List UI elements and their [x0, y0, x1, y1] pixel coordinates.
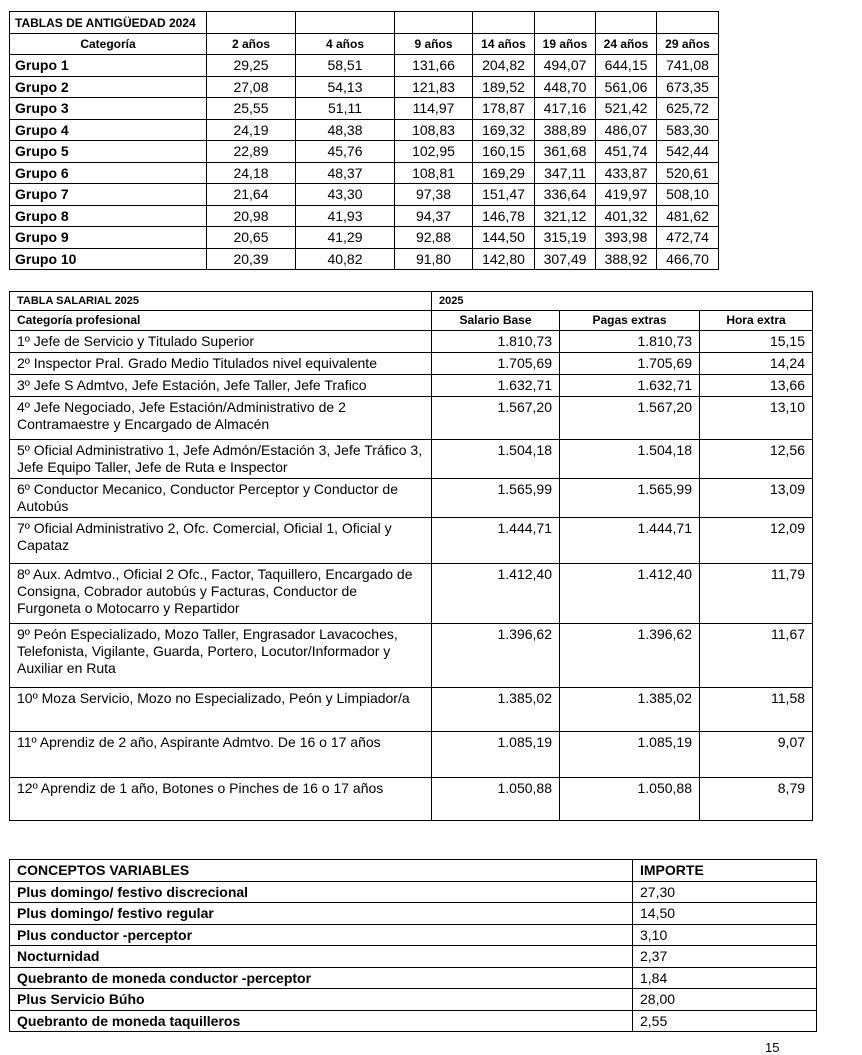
- table-cell: 417,16: [535, 98, 596, 120]
- table-cell: 114,97: [395, 98, 473, 120]
- table-cell: 1.567,20: [432, 397, 560, 440]
- amount-cell: 14,50: [633, 903, 817, 925]
- table-cell: 27,08: [207, 76, 296, 98]
- category-label: 4º Jefe Negociado, Jefe Estación/Administrativo de 2 Contramaestre y Encargado de Almacén: [10, 397, 432, 440]
- conceptos-table: [9, 859, 817, 1032]
- table-row: [10, 967, 817, 989]
- table-cell: 12,56: [700, 440, 813, 479]
- table-cell: 1.632,71: [560, 375, 700, 397]
- concept-label: Quebranto de moneda conductor -perceptor: [10, 967, 633, 989]
- table-row: [10, 98, 719, 120]
- table-cell: 1.085,19: [432, 732, 560, 778]
- table-row: [10, 688, 813, 732]
- salarial-year: 2025: [432, 292, 813, 311]
- table-cell: 1.810,73: [432, 331, 560, 353]
- antiguedad-title-row: [10, 12, 719, 34]
- table-cell: 24,18: [207, 162, 296, 184]
- table-cell: 108,83: [395, 119, 473, 141]
- table-row: [10, 624, 813, 688]
- table-cell: 1.705,69: [432, 353, 560, 375]
- group-label: Grupo 2: [10, 76, 207, 98]
- concept-label: Plus domingo/ festivo discrecional: [10, 881, 633, 903]
- table-cell: 151,47: [473, 184, 535, 206]
- table-cell: 451,74: [596, 141, 657, 163]
- category-label: 10º Moza Servicio, Mozo no Especializado, Peón y Limpiador/a: [10, 688, 432, 732]
- table-cell: 1.444,71: [560, 518, 700, 564]
- column-header: IMPORTE: [633, 860, 817, 882]
- table-cell: 1.396,62: [560, 624, 700, 688]
- column-header: Salario Base: [432, 311, 560, 331]
- column-header: 9 años: [395, 34, 473, 55]
- amount-cell: 2,37: [633, 946, 817, 968]
- table-cell: 481,62: [657, 205, 719, 227]
- table-cell: 433,87: [596, 162, 657, 184]
- table-cell: 108,81: [395, 162, 473, 184]
- amount-cell: 2,55: [633, 1010, 817, 1032]
- table-cell: 1.396,62: [432, 624, 560, 688]
- table-cell: 448,70: [535, 76, 596, 98]
- table-cell: 1.810,73: [560, 331, 700, 353]
- concept-label: Plus Servicio Búho: [10, 989, 633, 1011]
- table-cell: 1.504,18: [432, 440, 560, 479]
- table-cell: 131,66: [395, 55, 473, 77]
- table-row: [10, 353, 813, 375]
- table-cell: 45,76: [296, 141, 395, 163]
- antiguedad-title: TABLAS DE ANTIGÜEDAD 2024: [10, 12, 207, 34]
- table-cell: 741,08: [657, 55, 719, 77]
- table-row: [10, 989, 817, 1011]
- group-label: Grupo 8: [10, 205, 207, 227]
- table-cell: 144,50: [473, 227, 535, 249]
- table-row: [10, 162, 719, 184]
- table-cell: 494,07: [535, 55, 596, 77]
- category-label: 2º Inspector Pral. Grado Medio Titulados nivel equivalente: [10, 353, 432, 375]
- table-cell: 508,10: [657, 184, 719, 206]
- column-header: Categoría: [10, 34, 207, 55]
- table-cell: 347,11: [535, 162, 596, 184]
- group-label: Grupo 5: [10, 141, 207, 163]
- table-cell: 15,15: [700, 331, 813, 353]
- table-cell: 393,98: [596, 227, 657, 249]
- table-cell: 11,58: [700, 688, 813, 732]
- amount-cell: 28,00: [633, 989, 817, 1011]
- table-cell: 388,89: [535, 119, 596, 141]
- table-cell: 54,13: [296, 76, 395, 98]
- table-cell: 13,09: [700, 479, 813, 518]
- column-header: CONCEPTOS VARIABLES: [10, 860, 633, 882]
- table-row: [10, 564, 813, 624]
- table-cell: 22,89: [207, 141, 296, 163]
- amount-cell: 27,30: [633, 881, 817, 903]
- concept-label: Nocturnidad: [10, 946, 633, 968]
- column-header: Categoría profesional: [10, 311, 432, 331]
- table-cell: 11,79: [700, 564, 813, 624]
- table-cell: 361,68: [535, 141, 596, 163]
- table-cell: 160,15: [473, 141, 535, 163]
- column-header: 19 años: [535, 34, 596, 55]
- table-cell: 521,42: [596, 98, 657, 120]
- table-cell: 561,06: [596, 76, 657, 98]
- table-cell: 97,38: [395, 184, 473, 206]
- table-cell: 20,39: [207, 248, 296, 270]
- table-cell: 336,64: [535, 184, 596, 206]
- category-label: 12º Aprendiz de 1 año, Botones o Pinches de 16 o 17 años: [10, 778, 432, 821]
- table-row: [10, 375, 813, 397]
- table-row: [10, 184, 719, 206]
- table-row: [10, 881, 817, 903]
- table-cell: 51,11: [296, 98, 395, 120]
- table-cell: 58,51: [296, 55, 395, 77]
- table-cell: 401,32: [596, 205, 657, 227]
- table-cell: 40,82: [296, 248, 395, 270]
- table-cell: 178,87: [473, 98, 535, 120]
- table-cell: 625,72: [657, 98, 719, 120]
- table-cell: 1.632,71: [432, 375, 560, 397]
- column-header: 4 años: [296, 34, 395, 55]
- table-cell: 315,19: [535, 227, 596, 249]
- table-row: [10, 248, 719, 270]
- table-row: [10, 778, 813, 821]
- table-row: [10, 903, 817, 925]
- salarial-header-row: [10, 311, 813, 331]
- table-cell: 466,70: [657, 248, 719, 270]
- table-row: [10, 946, 817, 968]
- table-cell: 8,79: [700, 778, 813, 821]
- table-cell: 204,82: [473, 55, 535, 77]
- group-label: Grupo 10: [10, 248, 207, 270]
- table-cell: 25,55: [207, 98, 296, 120]
- table-cell: 1.050,88: [560, 778, 700, 821]
- conceptos-header-row: [10, 860, 817, 882]
- table-cell: 169,29: [473, 162, 535, 184]
- page-number: 15: [765, 1040, 780, 1055]
- table-cell: 41,93: [296, 205, 395, 227]
- table-cell: 1.385,02: [432, 688, 560, 732]
- table-cell: 43,30: [296, 184, 395, 206]
- table-row: [10, 1010, 817, 1032]
- table-row: [10, 440, 813, 479]
- category-label: 5º Oficial Administrativo 1, Jefe Admón/Estación 3, Jefe Tráfico 3, Jefe Equipo Taller, Jefe de Ruta e Inspector: [10, 440, 432, 479]
- table-row: [10, 119, 719, 141]
- table-cell: 486,07: [596, 119, 657, 141]
- table-row: [10, 227, 719, 249]
- table-cell: 321,12: [535, 205, 596, 227]
- table-cell: 48,37: [296, 162, 395, 184]
- table-cell: 92,88: [395, 227, 473, 249]
- table-cell: 1.504,18: [560, 440, 700, 479]
- table-cell: 419,97: [596, 184, 657, 206]
- table-cell: 24,19: [207, 119, 296, 141]
- table-row: [10, 76, 719, 98]
- group-label: Grupo 9: [10, 227, 207, 249]
- table-row: [10, 924, 817, 946]
- table-cell: 14,24: [700, 353, 813, 375]
- table-row: [10, 732, 813, 778]
- table-cell: 21,64: [207, 184, 296, 206]
- table-cell: 307,49: [535, 248, 596, 270]
- table-cell: 1.050,88: [432, 778, 560, 821]
- table-cell: 1.444,71: [432, 518, 560, 564]
- column-header: 2 años: [207, 34, 296, 55]
- category-label: 8º Aux. Admtvo., Oficial 2 Ofc., Factor, Taquillero, Encargado de Consigna, Cobrador autobús y Facturas, Conductor de Furgoneta o Motocarro y Repartidor: [10, 564, 432, 624]
- table-cell: 1.385,02: [560, 688, 700, 732]
- table-cell: 644,15: [596, 55, 657, 77]
- table-cell: 673,35: [657, 76, 719, 98]
- table-row: [10, 205, 719, 227]
- concept-label: Plus domingo/ festivo regular: [10, 903, 633, 925]
- table-row: [10, 518, 813, 564]
- antiguedad-header-row: [10, 34, 719, 55]
- category-label: 3º Jefe S Admtvo, Jefe Estación, Jefe Taller, Jefe Trafico: [10, 375, 432, 397]
- table-cell: 520,61: [657, 162, 719, 184]
- table-cell: 1.565,99: [432, 479, 560, 518]
- table-cell: 189,52: [473, 76, 535, 98]
- category-label: 7º Oficial Administrativo 2, Ofc. Comercial, Oficial 1, Oficial y Capataz: [10, 518, 432, 564]
- group-label: Grupo 3: [10, 98, 207, 120]
- table-cell: 472,74: [657, 227, 719, 249]
- table-cell: 1.705,69: [560, 353, 700, 375]
- group-label: Grupo 6: [10, 162, 207, 184]
- table-row: [10, 331, 813, 353]
- table-row: [10, 479, 813, 518]
- table-cell: 388,92: [596, 248, 657, 270]
- amount-cell: 1,84: [633, 967, 817, 989]
- antiguedad-table: [9, 11, 719, 270]
- category-label: 6º Conductor Mecanico, Conductor Perceptor y Conductor de Autobús: [10, 479, 432, 518]
- table-cell: 142,80: [473, 248, 535, 270]
- category-label: 11º Aprendiz de 2 año, Aspirante Admtvo. De 16 o 17 años: [10, 732, 432, 778]
- concept-label: Plus conductor -perceptor: [10, 924, 633, 946]
- table-cell: 146,78: [473, 205, 535, 227]
- table-row: [10, 55, 719, 77]
- table-cell: 41,29: [296, 227, 395, 249]
- table-cell: 542,44: [657, 141, 719, 163]
- table-cell: 13,10: [700, 397, 813, 440]
- salarial-table: [9, 291, 813, 821]
- table-cell: 20,65: [207, 227, 296, 249]
- salarial-title-row: [10, 292, 813, 311]
- salarial-title: TABLA SALARIAL 2025: [10, 292, 432, 311]
- column-header: Pagas extras: [560, 311, 700, 331]
- category-label: 9º Peón Especializado, Mozo Taller, Engrasador Lavacoches, Telefonista, Vigilante, Guarda, Portero, Locutor/Informador y Auxiliar en Ruta: [10, 624, 432, 688]
- column-header: Hora extra: [700, 311, 813, 331]
- column-header: 24 años: [596, 34, 657, 55]
- amount-cell: 3,10: [633, 924, 817, 946]
- group-label: Grupo 4: [10, 119, 207, 141]
- table-cell: 12,09: [700, 518, 813, 564]
- table-cell: 1.567,20: [560, 397, 700, 440]
- column-header: 14 años: [473, 34, 535, 55]
- table-cell: 1.085,19: [560, 732, 700, 778]
- group-label: Grupo 1: [10, 55, 207, 77]
- group-label: Grupo 7: [10, 184, 207, 206]
- table-cell: 121,83: [395, 76, 473, 98]
- table-cell: 169,32: [473, 119, 535, 141]
- table-cell: 9,07: [700, 732, 813, 778]
- column-header: 29 años: [657, 34, 719, 55]
- table-cell: 20,98: [207, 205, 296, 227]
- table-cell: 48,38: [296, 119, 395, 141]
- table-cell: 29,25: [207, 55, 296, 77]
- table-cell: 1.565,99: [560, 479, 700, 518]
- table-row: [10, 141, 719, 163]
- concept-label: Quebranto de moneda taquilleros: [10, 1010, 633, 1032]
- table-cell: 91,80: [395, 248, 473, 270]
- table-row: [10, 397, 813, 440]
- category-label: 1º Jefe de Servicio y Titulado Superior: [10, 331, 432, 353]
- table-cell: 94,37: [395, 205, 473, 227]
- table-cell: 1.412,40: [560, 564, 700, 624]
- table-cell: 13,66: [700, 375, 813, 397]
- table-cell: 583,30: [657, 119, 719, 141]
- table-cell: 11,67: [700, 624, 813, 688]
- table-cell: 102,95: [395, 141, 473, 163]
- table-cell: 1.412,40: [432, 564, 560, 624]
